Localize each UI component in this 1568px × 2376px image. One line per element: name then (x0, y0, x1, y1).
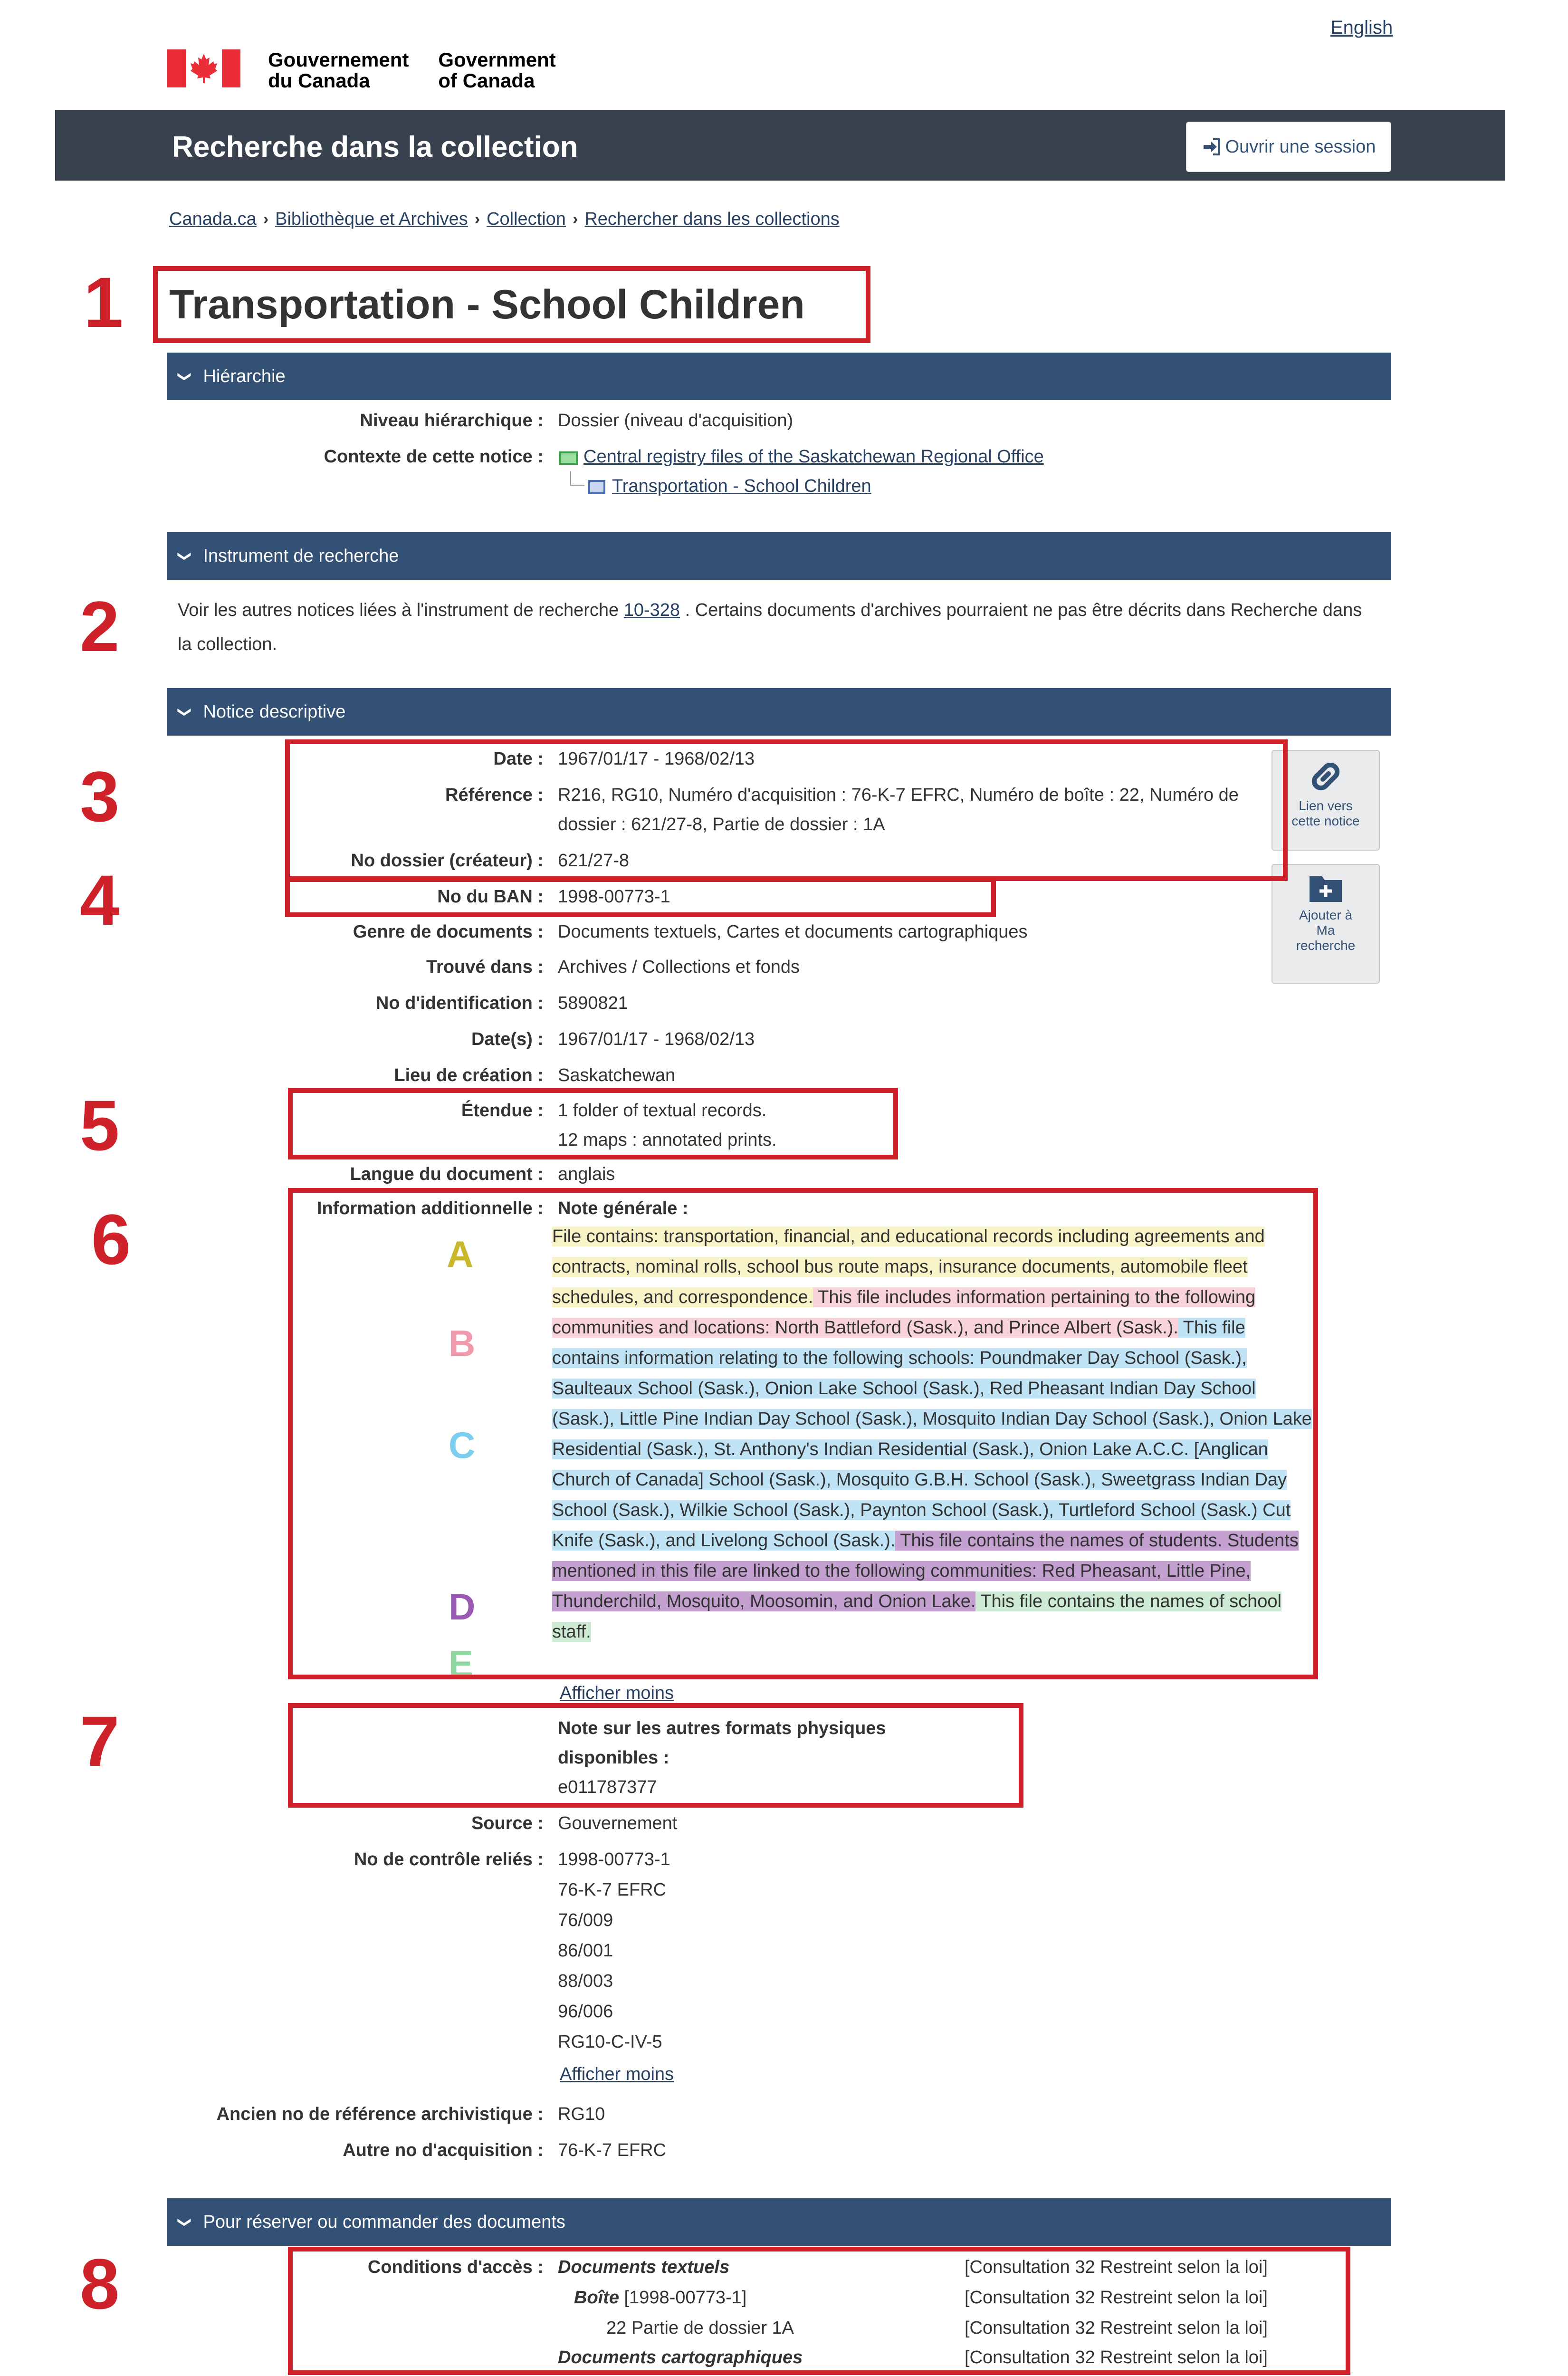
other-accession-value: 76-K-7 EFRC (558, 2140, 667, 2160)
access-row-right: [Consultation 32 Restreint selon la loi] (965, 2257, 1268, 2277)
section-descriptive-record[interactable]: ❯ Notice descriptive (167, 688, 1391, 736)
note-segment-b: This file includes information pertaining to the following communities and locations: North Battleford (Sask.), and Prince Albert (Sask.). (552, 1287, 1256, 1338)
dates-label: Date(s) : (471, 1029, 544, 1049)
gov-name-en: Government of Canada (438, 48, 556, 92)
old-reference-value: RG10 (558, 2104, 605, 2124)
context-child-link[interactable]: Transportation - School Children (612, 476, 871, 496)
app-bar (55, 110, 1505, 181)
other-accession-label: Autre no d'acquisition : (343, 2140, 544, 2160)
context-child (570, 471, 871, 501)
annotation-letter-c: C (449, 1424, 476, 1466)
note-segment-c: This file contains information relating to the following schools: Poundmaker Day School (Sask.), Saulteaux School (Sask.), Onion Lake School (Sask.), Red Pheasant Indian Day School (Sask.), Little Pine Indian Day School (Sask.), Mosquito Indian Day School (Sask.), Onion Lake Residential (Sask.), St. Anthony's Indian Residential (Sask.), Onion Lake A.C.C. [Anglican Church of Canada] School (Sask.), Mosquito G.B.H. School (Sask.), Sweetgrass Indian Day School (Sask.), Wilkie School (Sask.), Paynton School (Sask.), Turtleford School (Sask.) Cut Knife (Sask.), and Livelong School (Sask.). (552, 1318, 1312, 1551)
ban-value: 1998-00773-1 (558, 887, 670, 907)
chevron-down-icon: ❯ (178, 2216, 193, 2228)
chevron-down-icon: ❯ (178, 706, 193, 718)
file-number-label: No dossier (créateur) : (351, 851, 544, 871)
genre-label: Genre de documents : (353, 922, 544, 942)
breadcrumb-canada[interactable]: Canada.ca (169, 209, 257, 229)
reference-value: R216, RG10, Numéro d'acquisition : 76-K-7 EFRC, Numéro de boîte : 22, Numéro de (558, 785, 1239, 805)
annotation-box-4 (285, 877, 996, 917)
context-parent-link[interactable]: Central registry files of the Saskatchewan Regional Office (583, 447, 1044, 467)
government-of-canada-logo[interactable] (167, 49, 556, 91)
source-value: Gouvernement (558, 1813, 678, 1833)
related-control-value: 96/006 (558, 2002, 613, 2022)
chevron-right-icon: › (263, 210, 269, 228)
annotation-number-5: 5 (80, 1085, 120, 1165)
date-label: Date : (493, 749, 544, 769)
section-finding-aid[interactable]: ❯ Instrument de recherche (167, 532, 1391, 580)
extent-value: 1 folder of textual records. (558, 1101, 767, 1121)
breadcrumb-search-collections[interactable]: Rechercher dans les collections (584, 209, 840, 229)
annotation-box-6 (288, 1188, 1318, 1679)
other-formats-label: Note sur les autres formats physiques (558, 1718, 886, 1738)
chevron-right-icon: › (474, 210, 480, 228)
dates-value: 1967/01/17 - 1968/02/13 (558, 1029, 755, 1049)
field-label: Contexte de cette notice : (324, 447, 544, 467)
add-to-my-research-button[interactable]: Ajouter à Ma recherche (1272, 864, 1380, 984)
note-segment-a: File contains: transportation, financial, and educational records including agreements and contracts, nominal rolls, school bus route maps, insurance documents, automobile fleet schedules, and correspondence. (552, 1226, 1265, 1307)
folder-icon (558, 450, 579, 466)
annotation-number-4: 4 (80, 860, 120, 940)
genre-value: Documents textuels, Cartes et documents cartographiques (558, 922, 1028, 942)
found-in-value: Archives / Collections et fonds (558, 957, 800, 977)
annotation-letter-e: E (449, 1643, 474, 1685)
related-control-value: 76/009 (558, 1910, 613, 1930)
id-number-value: 5890821 (558, 993, 628, 1013)
language-value: anglais (558, 1164, 615, 1184)
annotation-number-1: 1 (84, 262, 124, 342)
chevron-down-icon: ❯ (178, 371, 193, 382)
related-control-value: 1998-00773-1 (558, 1849, 670, 1869)
annotation-number-8: 8 (80, 2244, 120, 2324)
show-less-link[interactable]: Afficher moins (560, 2064, 674, 2084)
place-label: Lieu de création : (394, 1065, 544, 1085)
note-segment-e: This file contains the names of school staff. (552, 1591, 1281, 1642)
other-formats-value: e011787377 (558, 1777, 657, 1797)
access-row-left: Boîte [1998-00773-1] (574, 2288, 747, 2308)
found-in-label: Trouvé dans : (426, 957, 544, 977)
finding-aid-link[interactable]: 10-328 (623, 600, 680, 620)
access-row-right: [Consultation 32 Restreint selon la loi] (965, 2347, 1268, 2367)
annotation-letter-d: D (449, 1586, 476, 1628)
breadcrumb-collection[interactable]: Collection (487, 209, 566, 229)
reference-label: Référence : (445, 785, 544, 805)
ban-label: No du BAN : (437, 887, 544, 907)
access-conditions-label: Conditions d'accès : (367, 2257, 544, 2277)
file-icon (586, 479, 607, 495)
section-reserve-order[interactable]: ❯ Pour réserver ou commander des documents (167, 2198, 1391, 2246)
section-hierarchy[interactable]: ❯ Hiérarchie (167, 353, 1391, 400)
note-segment-d: This file contains the names of students. Students mentioned in this file are linked to the following communities: Red Pheasant, Little Pine, Thunderchild, Mosquito, Moosomin, and Onion Lake. (552, 1531, 1299, 1611)
other-formats-label-cont: disponibles : (558, 1748, 669, 1768)
breadcrumb-lac[interactable]: Bibliothèque et Archives (275, 209, 468, 229)
annotation-box-5 (288, 1088, 898, 1159)
reference-value-cont: dossier : 621/27-8, Partie de dossier : 1A (558, 814, 885, 834)
finding-aid-text: Voir les autres notices liées à l'instrument de recherche 10-328 . Certains documents d'archives pourraient ne pas être décrits dans Recherche dans la collection. (178, 600, 1362, 654)
field-label: Niveau hiérarchique : (360, 411, 544, 431)
access-row-left: Documents textuels (558, 2257, 730, 2277)
extent-label: Étendue : (461, 1101, 544, 1121)
related-control-value: 86/001 (558, 1941, 613, 1961)
related-control-label: No de contrôle reliés : (354, 1849, 544, 1869)
annotation-number-3: 3 (80, 757, 120, 836)
breadcrumb (169, 209, 840, 230)
related-control-value: RG10-C-IV-5 (558, 2032, 662, 2052)
id-number-label: No d'identification : (375, 993, 544, 1013)
related-control-value: 76-K-7 EFRC (558, 1880, 667, 1900)
context-parent (558, 442, 1044, 471)
app-title[interactable]: Recherche dans la collection (172, 131, 578, 163)
access-row-left: Documents cartographiques (558, 2347, 803, 2367)
annotation-box-7 (288, 1703, 1023, 1808)
page-title: Transportation - School Children (169, 282, 805, 327)
access-row-right: [Consultation 32 Restreint selon la loi] (965, 2288, 1268, 2308)
annotation-box-3 (285, 739, 1288, 881)
chevron-right-icon: › (572, 210, 578, 228)
place-value: Saskatchewan (558, 1065, 676, 1085)
additional-info-label: Information additionnelle : (316, 1198, 544, 1218)
old-reference-label: Ancien no de référence archivistique : (216, 2104, 544, 2124)
gov-name-fr: Gouvernement du Canada (268, 48, 409, 92)
canada-flag-icon (167, 49, 240, 87)
english-link[interactable]: English (1330, 17, 1393, 38)
language-label: Langue du document : (350, 1164, 544, 1184)
file-number-value: 621/27-8 (558, 851, 630, 871)
signin-button[interactable]: Ouvrir une session (1186, 122, 1391, 172)
annotation-box-8 (288, 2247, 1350, 2375)
extent-value-cont: 12 maps : annotated prints. (558, 1130, 777, 1150)
access-row-left: 22 Partie de dossier 1A (606, 2318, 794, 2338)
annotation-number-6: 6 (91, 1199, 131, 1279)
annotation-letter-a: A (447, 1233, 474, 1275)
annotation-number-2: 2 (80, 586, 120, 666)
annotation-letter-b: B (449, 1322, 476, 1364)
date-value: 1967/01/17 - 1968/02/13 (558, 749, 755, 769)
chevron-down-icon: ❯ (178, 550, 193, 562)
related-control-value: 88/003 (558, 1971, 613, 1991)
field-value: Dossier (niveau d'acquisition) (558, 411, 794, 431)
show-less-link[interactable]: Afficher moins (560, 1683, 674, 1703)
access-row-right: [Consultation 32 Restreint selon la loi] (965, 2318, 1268, 2338)
general-note-label: Note générale : (558, 1198, 688, 1218)
annotation-number-7: 7 (80, 1701, 120, 1781)
link-to-record-button[interactable]: Lien vers cette notice (1272, 750, 1380, 851)
annotation-box-1 (153, 266, 870, 343)
source-label: Source : (471, 1813, 544, 1833)
signin-icon (1202, 137, 1221, 156)
